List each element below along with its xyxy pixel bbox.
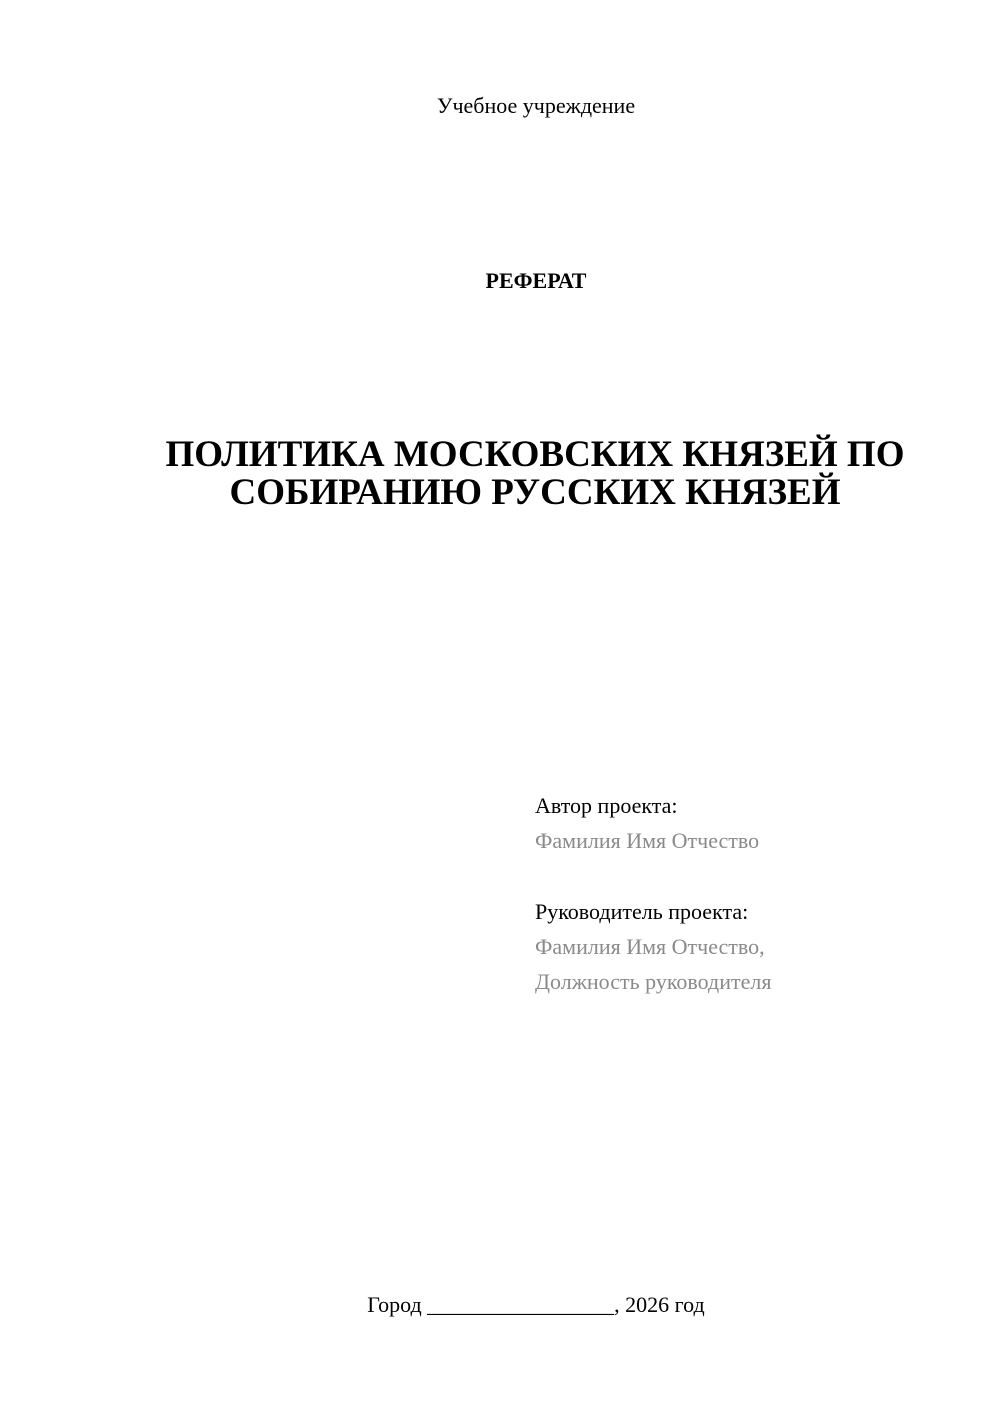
- info-spacer: [535, 858, 965, 894]
- document-title-line-2: СОБИРАНИЮ РУССКИХ КНЯЗЕЙ: [229, 472, 841, 513]
- city-year-line: Город _________________, 2026 год: [367, 1292, 705, 1317]
- document-type: РЕФЕРАТ: [485, 268, 587, 293]
- author-label: Автор проекта:: [535, 793, 678, 818]
- institution-name: Учебное учреждение: [436, 93, 636, 118]
- supervisor-name: Фамилия Имя Отчество,: [535, 934, 765, 959]
- author-name: Фамилия Имя Отчество: [535, 828, 760, 853]
- supervisor-position: Должность руководителя: [535, 969, 772, 994]
- project-info-block: [535, 788, 965, 999]
- supervisor-label: Руководитель проекта:: [535, 899, 749, 924]
- document-title: [120, 436, 950, 512]
- document-title-line-1: ПОЛИТИКА МОСКОВСКИХ КНЯЗЕЙ ПО: [165, 434, 905, 475]
